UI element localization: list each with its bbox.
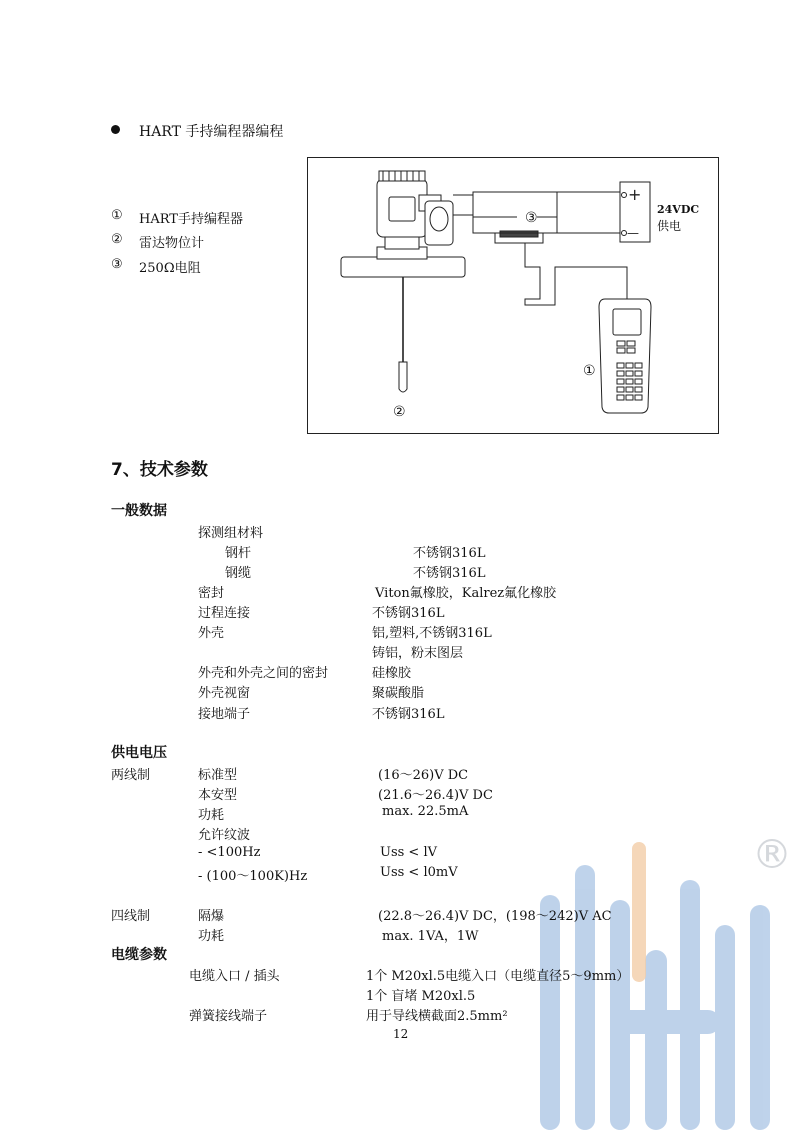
field-label: 外壳和外壳之间的密封 (198, 666, 329, 681)
field-label: 隔爆 (198, 909, 225, 924)
legend-item-text: HART手持编程器 (139, 212, 243, 227)
field-value: 不锈钢316L (372, 707, 445, 722)
plus-sign: + (628, 185, 642, 204)
field-value: 硅橡胶 (372, 666, 412, 681)
field-label: 探测组材料 (198, 526, 264, 541)
field-value: (16～26)V DC (378, 768, 469, 783)
field-label: 标准型 (198, 768, 238, 783)
field-value: 用于导线横截面2.5mm² (366, 1009, 508, 1024)
field-label: 功耗 (198, 929, 225, 944)
field-label: 钢缆 (225, 566, 252, 581)
legend-item-text: 雷达物位计 (139, 236, 205, 251)
subsection-title: 供电电压 (111, 745, 167, 761)
field-value: Uss < lV (380, 845, 438, 860)
field-value: Uss < l0mV (380, 865, 458, 880)
field-label: 接地端子 (198, 707, 251, 722)
field-label: 本安型 (198, 788, 238, 803)
power-voltage: 24VDC (657, 203, 700, 216)
minus-sign: — (627, 226, 639, 240)
wiring-diagram (307, 157, 719, 434)
field-label: 外壳视窗 (198, 686, 251, 701)
field-label: 外壳 (198, 626, 225, 641)
group-label: 四线制 (111, 909, 151, 924)
field-label: 过程连接 (198, 606, 251, 621)
field-label: 电缆入口 / 插头 (189, 969, 280, 984)
field-value: (22.8～26.4)V DC，(198～242)V AC (378, 909, 612, 924)
legend-item-num: ① (111, 208, 123, 223)
field-label: 弹簧接线端子 (189, 1009, 268, 1024)
field-value: 不锈钢316L (413, 566, 486, 581)
field-value: (21.6～26.4)V DC (378, 788, 493, 803)
field-value: 不锈钢316L (372, 606, 445, 621)
bullet-heading: HART 手持编程器编程 (139, 124, 284, 140)
field-value: 铸铝，粉末图层 (372, 646, 464, 661)
legend-item-num: ② (111, 232, 123, 247)
subsection-title: 电缆参数 (111, 947, 167, 963)
bullet-icon (111, 125, 120, 134)
field-label: 允许纹波 (198, 828, 251, 843)
registered-mark: ® (752, 832, 792, 878)
page-number: 12 (393, 1027, 409, 1041)
power-label: 供电 (657, 219, 682, 233)
field-value: 不锈钢316L (413, 546, 486, 561)
field-value: max. 22.5mA (382, 804, 469, 819)
resistor-label: ③ (525, 210, 538, 226)
field-value: Viton氟橡胶，Kalrez氟化橡胶 (375, 586, 557, 601)
handheld-label: ① (583, 363, 596, 379)
field-label: 功耗 (198, 808, 225, 823)
legend-item-num: ③ (111, 257, 123, 272)
field-value: 铝,塑料,不锈钢316L (372, 626, 492, 641)
field-label: 密封 (198, 586, 225, 601)
field-value: 1个 M20xl.5电缆入口（电缆直径5～9mm） (366, 969, 630, 984)
field-label: 钢杆 (225, 546, 252, 561)
group-label: 两线制 (111, 768, 151, 783)
field-value: 1个 盲堵 M20xl.5 (366, 989, 476, 1004)
section-title: 7、技术参数 (111, 460, 208, 480)
subsection-title: 一般数据 (111, 503, 167, 519)
field-value: max. 1VA，1W (382, 929, 479, 944)
legend-item-text: 250Ω电阻 (139, 261, 201, 276)
radar-label: ② (393, 404, 406, 420)
field-label: - <100Hz (198, 845, 261, 860)
field-label: - (100～100K)Hz (198, 869, 308, 884)
field-value: 聚碳酸脂 (372, 686, 425, 701)
